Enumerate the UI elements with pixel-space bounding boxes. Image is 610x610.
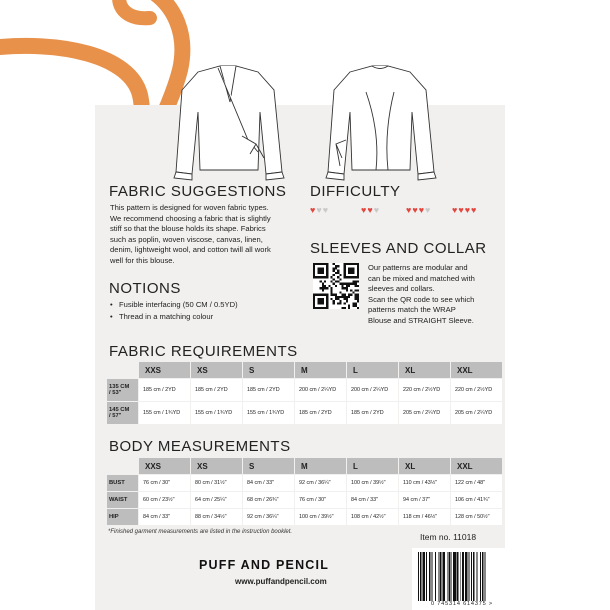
table-cell: 88 cm / 34½" xyxy=(191,509,242,525)
size-header: XXS xyxy=(139,458,190,474)
text-line: Blouse and STRAIGHT Sleeve. xyxy=(368,315,474,325)
table-cell: 100 cm / 39½" xyxy=(295,509,346,525)
text-line: can be mixed and matched with xyxy=(368,273,475,283)
difficulty-level-4 xyxy=(452,206,476,215)
difficulty-level-1 xyxy=(310,206,328,215)
table-cell: 155 cm / 1¾YD xyxy=(191,402,242,424)
bullet-icon: • xyxy=(110,312,113,321)
row-label-line: 135 CM xyxy=(109,384,130,390)
table-cell: 76 cm / 30" xyxy=(139,475,190,491)
table-cell: 80 cm / 31½" xyxy=(191,475,242,491)
table-header-row xyxy=(107,458,502,474)
row-label-line: / 57" xyxy=(109,413,122,419)
website-link: www.puffandpencil.com xyxy=(235,577,327,586)
table-cell: 84 cm / 33" xyxy=(243,475,294,491)
item-number: Item no. 11018 xyxy=(420,532,477,542)
size-header: S xyxy=(243,362,294,378)
heart-icon: ♥ xyxy=(406,205,412,215)
brand-name: PUFF AND PENCIL xyxy=(199,558,330,572)
table-cell: 185 cm / 2YD xyxy=(295,402,346,424)
size-header: S xyxy=(243,458,294,474)
heart-icon: ♥ xyxy=(316,205,322,215)
size-header: XXL xyxy=(451,458,502,474)
text-line: Scan the QR code to see which xyxy=(368,294,475,304)
text-line: We recommend choosing a fabric that is slightly xyxy=(110,213,271,223)
qr-code xyxy=(313,263,359,309)
size-header: XXS xyxy=(139,362,190,378)
table-cell: 60 cm / 23½" xyxy=(139,492,190,508)
size-header: L xyxy=(347,362,398,378)
notion-item xyxy=(110,300,238,309)
notion-label: Thread in a matching colour xyxy=(119,312,214,321)
table-row xyxy=(107,402,502,424)
table-cell: 205 cm / 2¼YD xyxy=(399,402,450,424)
table-row xyxy=(107,475,502,491)
table-row xyxy=(107,492,502,508)
sleeves-collar-text xyxy=(368,263,498,327)
text-line: such as poplin, woven viscose, canvas, linen, xyxy=(110,234,263,244)
heart-icon: ♥ xyxy=(310,205,316,215)
table-cell: 68 cm / 26¾" xyxy=(243,492,294,508)
heart-icon: ♥ xyxy=(464,205,471,215)
table-row xyxy=(107,509,502,525)
table-cell: 220 cm / 2½YD xyxy=(399,379,450,401)
row-label: BUST xyxy=(107,475,138,491)
fabric-requirements-table xyxy=(106,361,503,425)
size-header: XL xyxy=(399,458,450,474)
bullet-icon: • xyxy=(110,300,113,309)
notions-heading: NOTIONS xyxy=(109,280,181,297)
heart-icon: ♥ xyxy=(373,205,380,215)
text-line: well for this blouse. xyxy=(110,255,175,265)
size-header: XL xyxy=(399,362,450,378)
difficulty-level-3 xyxy=(406,206,430,215)
table-cell: 64 cm / 25¼" xyxy=(191,492,242,508)
table-cell: 185 cm / 2YD xyxy=(347,402,398,424)
table-cell: 106 cm / 41¾" xyxy=(451,492,502,508)
heart-icon: ♥ xyxy=(322,205,329,215)
heart-icon: ♥ xyxy=(425,205,431,215)
table-cell: 128 cm / 50½" xyxy=(451,509,502,525)
table-corner xyxy=(107,362,138,378)
table-cell: 92 cm / 36¼" xyxy=(243,509,294,525)
fabric-suggestions-text xyxy=(110,203,306,267)
text-line: This pattern is designed for woven fabric types. xyxy=(110,203,269,212)
heart-icon: ♥ xyxy=(418,205,425,215)
table-row xyxy=(107,379,502,401)
notion-item xyxy=(110,312,213,321)
table-cell: 200 cm / 2¼YD xyxy=(295,379,346,401)
size-header: XS xyxy=(191,458,242,474)
table-cell: 84 cm / 33" xyxy=(347,492,398,508)
table-cell: 185 cm / 2YD xyxy=(139,379,190,401)
row-label-line: / 53" xyxy=(109,390,122,396)
text-line: denim, lightweight wool, and cotton twill all work xyxy=(110,245,271,255)
barcode-number: 0 745314 614375 > xyxy=(412,601,512,607)
body-measurements-heading: BODY MEASUREMENTS xyxy=(109,438,291,455)
table-cell: 94 cm / 37" xyxy=(399,492,450,508)
fabric-suggestions-heading: FABRIC SUGGESTIONS xyxy=(109,183,287,200)
sleeves-collar-heading: SLEEVES AND COLLAR xyxy=(310,240,487,257)
heart-icon: ♥ xyxy=(452,205,458,215)
size-header: M xyxy=(295,362,346,378)
table-cell: 200 cm / 2¼YD xyxy=(347,379,398,401)
text-line: Our patterns are modular and xyxy=(368,263,468,272)
row-label: WAIST xyxy=(107,492,138,508)
text-line: sleeves and collars. xyxy=(368,284,435,294)
table-cell: 220 cm / 2½YD xyxy=(451,379,502,401)
notion-label: Fusible interfacing (50 CM / 0.5YD) xyxy=(119,300,238,309)
table-cell: 185 cm / 2YD xyxy=(191,379,242,401)
heart-icon: ♥ xyxy=(361,205,367,215)
size-header: XXL xyxy=(451,362,502,378)
blouse-illustration xyxy=(170,62,440,187)
heart-icon: ♥ xyxy=(367,205,373,215)
table-cell: 100 cm / 39½" xyxy=(347,475,398,491)
table-cell: 76 cm / 30" xyxy=(295,492,346,508)
text-line: stiff so that the blouse holds its shape. Fabrics xyxy=(110,224,266,234)
row-label: HIP xyxy=(107,509,138,525)
row-label-line: 145 CM xyxy=(109,407,130,413)
table-cell: 205 cm / 2¼YD xyxy=(451,402,502,424)
table-cell: 155 cm / 1¾YD xyxy=(139,402,190,424)
table-cell: 108 cm / 42½" xyxy=(347,509,398,525)
size-header: L xyxy=(347,458,398,474)
text-line: patterns match the WRAP xyxy=(368,305,456,315)
table-cell: 84 cm / 33" xyxy=(139,509,190,525)
row-label xyxy=(107,402,138,424)
table-cell: 92 cm / 36¼" xyxy=(295,475,346,491)
row-label xyxy=(107,379,138,401)
table-cell: 122 cm / 48" xyxy=(451,475,502,491)
table-header-row xyxy=(107,362,502,378)
table-cell: 110 cm / 43½" xyxy=(399,475,450,491)
size-header: XS xyxy=(191,362,242,378)
difficulty-heading: DIFFICULTY xyxy=(310,183,401,200)
footnote: *Finished garment measurements are listed in the instruction booklet. xyxy=(108,529,293,535)
size-header: M xyxy=(295,458,346,474)
heart-icon: ♥ xyxy=(458,205,464,215)
heart-icon: ♥ xyxy=(471,205,477,215)
heart-icon: ♥ xyxy=(412,205,418,215)
fabric-requirements-heading: FABRIC REQUIREMENTS xyxy=(109,343,298,360)
table-cell: 118 cm / 46½" xyxy=(399,509,450,525)
table-cell: 185 cm / 2YD xyxy=(243,379,294,401)
body-measurements-table xyxy=(106,457,503,526)
table-cell: 155 cm / 1¾YD xyxy=(243,402,294,424)
table-corner xyxy=(107,458,138,474)
difficulty-level-2 xyxy=(361,206,379,215)
